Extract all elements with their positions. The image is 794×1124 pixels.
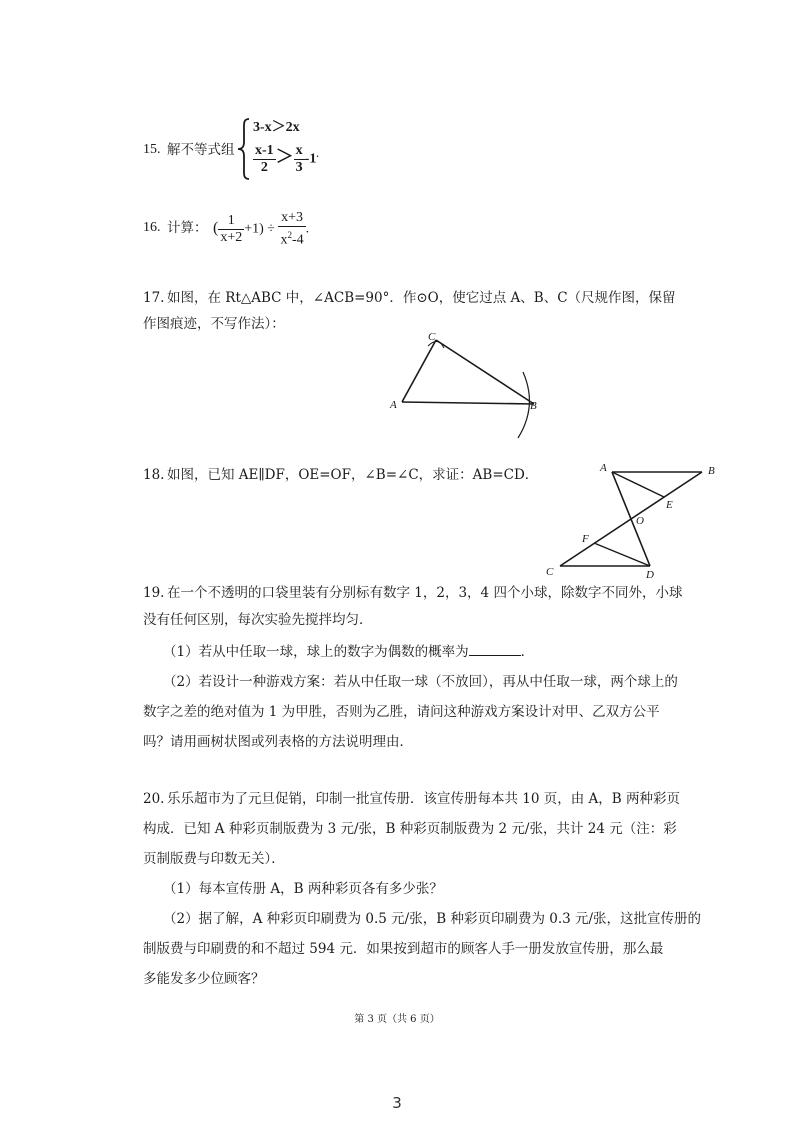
q19-part1-text: （1）若从中任取一球，球上的数字为偶数的概率为 <box>163 644 469 660</box>
q18-number: 18. <box>143 467 165 483</box>
q15 <box>143 118 403 182</box>
answer-blank[interactable] <box>469 643 521 656</box>
q17-line1: 如图，在 Rt△ABC 中，∠ACB=90°．作⊙O，使它过点 A、B、C（尺规作图，保留 <box>167 290 676 306</box>
q20-number: 20. <box>143 791 165 807</box>
q17-side-cb <box>436 340 534 404</box>
q18-label-e: E <box>666 499 673 511</box>
q16-frac1-denominator: x+2 <box>220 229 243 245</box>
q20-part2-line3: 多能发多少位顾客？ <box>143 971 265 987</box>
q17-line2: 作图痕迹，不写作法）： <box>143 316 285 332</box>
q20-part2-line2: 制版费与印刷费的和不超过 594 元．如果按到超市的顾客人手一册发放宣传册，那么最 <box>143 941 664 957</box>
q19-part2-line1: （2）若设计一种游戏方案：若从中任取一球（不放回），再从中任取一球，两个球上的 <box>163 674 678 690</box>
q20-part1: （1）每本宣传册 A，B 两种彩页各有多少张？ <box>163 881 443 897</box>
q20-line2: 构成．已知 A 种彩页制版费为 3 元/张，B 种彩页制版费为 2 元/张，共计 24 元（注：彩 <box>143 821 677 837</box>
q16-frac2-numerator: x+3 <box>278 210 305 227</box>
q17-side-ab <box>402 402 534 404</box>
q18-text: 如图，已知 AE∥DF，OE=OF，∠B=∠C，求证：AB=CD． <box>167 467 539 483</box>
q18-segment-bc <box>560 472 702 566</box>
page-number: 3 <box>392 1094 402 1112</box>
q18-geometry-figure <box>538 458 728 580</box>
q17-number: 17. <box>143 290 165 306</box>
q19-part2-line3: 吗？请用画树状图或列表格的方法说明理由． <box>143 734 413 750</box>
q15-frac1-denominator: 2 <box>260 160 268 175</box>
q15-number: 15. <box>143 142 161 157</box>
q18-label-c: C <box>546 566 554 578</box>
q16-prompt: 计算： <box>167 220 208 236</box>
q18-label-f: F <box>582 533 589 545</box>
q15-gt-sign: ＞ <box>275 146 294 167</box>
q18-label-a: A <box>600 462 607 474</box>
q20-line1: 乐乐超市为了元旦促销，印制一批宣传册．该宣传册每本共 10 页，由 A，B 两种彩页 <box>167 791 681 807</box>
q15-frac2-denominator: 3 <box>295 160 303 175</box>
left-brace-icon <box>237 118 251 180</box>
q19-part2-line2: 数字之差的绝对值为 1 为甲胜，否则为乙胜，请问这种游戏方案设计对甲、乙双方公平 <box>143 704 660 720</box>
q19-line1: 在一个不透明的口袋里装有分别标有数字 1，2，3，4 四个小球，除数字不同外，小球 <box>167 585 683 601</box>
q20-part2-line1: （2）据了解，A 种彩页印刷费为 0.5 元/张，B 种彩页印刷费为 0.3 元/张，这批宣传册的 <box>163 911 702 927</box>
q17-label-a: A <box>390 399 397 411</box>
q17-label-b: B <box>530 400 537 412</box>
q18-label-o: O <box>636 515 644 527</box>
q16 <box>143 208 383 252</box>
q16-open-paren: ( <box>213 219 219 237</box>
q16-expression <box>213 210 309 249</box>
q17-side-ac <box>402 340 436 402</box>
q16-end: . <box>305 221 310 237</box>
q16-frac1-numerator: 1 <box>218 213 244 230</box>
q15-inequality-1: 3-x＞2x <box>253 120 300 135</box>
q19-part1 <box>163 643 534 661</box>
q16-number: 16. <box>143 220 161 235</box>
q15-tail: -1 <box>304 151 317 167</box>
q19-line2: 没有任何区别，每次实验先搅拌均匀． <box>143 612 373 628</box>
q17-triangle-figure <box>380 330 550 442</box>
q19-number: 19. <box>143 585 165 601</box>
q16-plus-close: +1) ÷ <box>244 221 275 237</box>
q17-label-c: C <box>428 331 436 343</box>
q15-prompt: 解不等式组 <box>167 142 235 158</box>
q18-label-d: D <box>646 569 654 580</box>
q15-end: . <box>316 149 319 160</box>
q17-arc-mark <box>518 372 529 438</box>
page-footer-label: 第 3 页（共 6 页） <box>354 1014 440 1025</box>
q15-inequality-2 <box>253 143 319 176</box>
q15-frac2-numerator: x <box>295 143 303 158</box>
q18-label-b: B <box>708 465 715 477</box>
q16-frac2-denominator: $x^2-4$ <box>280 230 304 248</box>
q19-part1-end: ． <box>520 644 535 660</box>
q15-frac1-numerator: x-1 <box>255 143 274 158</box>
q20-line3: 页制版费与印数无关）． <box>143 851 285 867</box>
